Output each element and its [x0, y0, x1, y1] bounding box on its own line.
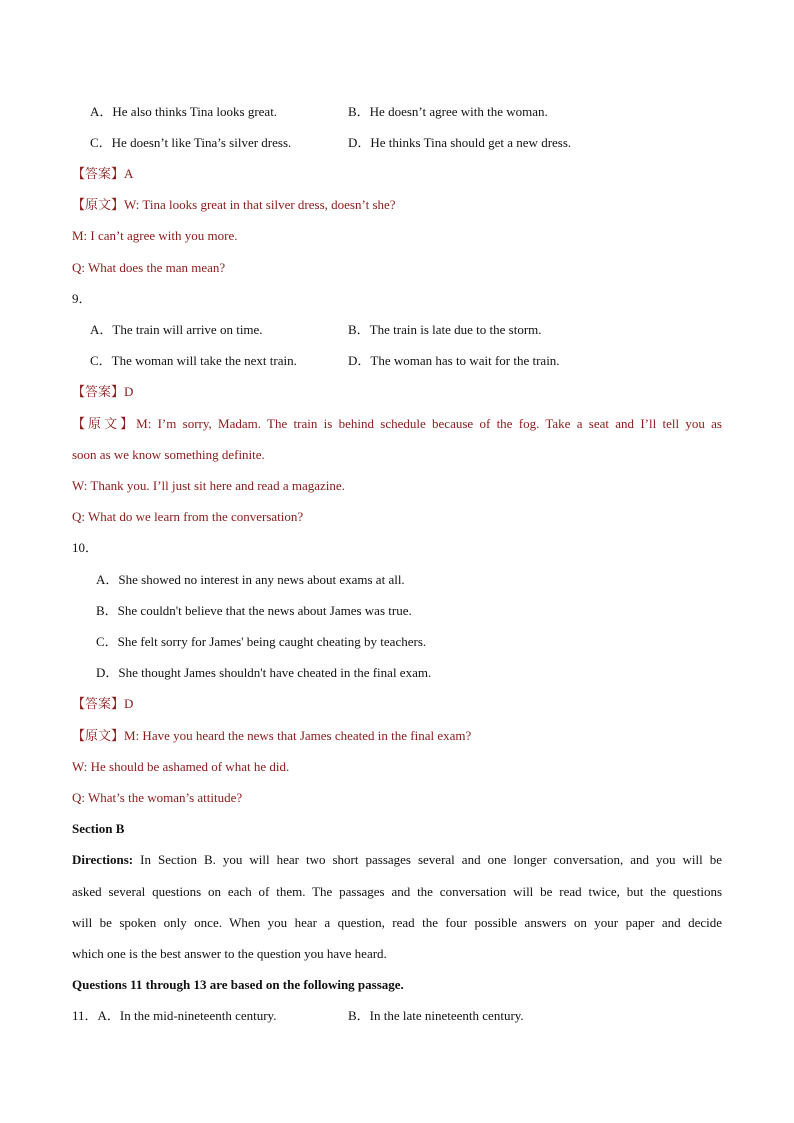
q8-transcript-line-3: Q: What does the man mean? [72, 260, 226, 275]
q8-option-c: C．He doesn’t like Tina’s silver dress. [90, 135, 292, 150]
section-heading: Section B [72, 821, 125, 836]
q8-option-b: B．He doesn’t agree with the woman. [348, 104, 548, 119]
q11-option-a [72, 1008, 276, 1024]
q9-answer [72, 384, 133, 400]
q9-option-d: D．The woman has to wait for the train. [348, 353, 560, 368]
q10-option-a: A．She showed no interest in any news about exams at all. [96, 572, 405, 587]
q10-number: 10． [72, 540, 99, 555]
directions-line-1 [72, 852, 722, 868]
q10-option-d: D．She thought James shouldn't have cheated in the final exam. [96, 665, 432, 680]
q10-transcript-line-2: W: He should be ashamed of what he did. [72, 759, 290, 774]
answer-tag: 【答案】 [72, 696, 125, 711]
directions-line-2: asked several questions on each of them. The passages and the conversation will be read twice, but the questions [72, 884, 722, 899]
q8-transcript-line-1 [72, 197, 396, 213]
q8-transcript-line-2: M: I can’t agree with you more. [72, 228, 238, 243]
q10-answer [72, 696, 133, 712]
answer-value: D [124, 696, 134, 711]
q8-option-a: A．He also thinks Tina looks great. [90, 104, 278, 119]
answer-tag: 【答案】 [72, 166, 125, 181]
q11-option-b: B．In the late nineteenth century. [348, 1008, 524, 1023]
q8-option-d: D．He thinks Tina should get a new dress. [348, 135, 572, 150]
directions-line-4: which one is the best answer to the question you have heard. [72, 946, 387, 961]
q9-transcript-line-4: Q: What do we learn from the conversation? [72, 509, 304, 524]
original-tag: 【原文】 [72, 416, 137, 431]
q9-number: 9． [72, 291, 92, 306]
transcript-text: W: Tina looks great in that silver dress, doesn’t she? [124, 197, 396, 212]
answer-value: A [124, 166, 134, 181]
q10-transcript-line-3: Q: What’s the woman’s attitude? [72, 790, 243, 805]
answer-tag: 【答案】 [72, 384, 125, 399]
original-tag: 【原文】 [72, 197, 125, 212]
q9-transcript-line-1 [72, 416, 722, 432]
q10-option-b: B．She couldn't believe that the news about James was true. [96, 603, 412, 618]
q11-option-a-text: A．In the mid-nineteenth century. [97, 1008, 277, 1023]
q9-option-b: B．The train is late due to the storm. [348, 322, 542, 337]
transcript-text: M: I’m sorry, Madam. The train is behind schedule because of the fog. Take a seat and I’ll tell you as [136, 416, 722, 431]
answer-value: D [124, 384, 134, 399]
original-tag: 【原文】 [72, 728, 125, 743]
directions-line-3: will be spoken only once. When you hear a question, read the four possible answers on your paper and decide [72, 915, 722, 930]
directions-text: In Section B. you will hear two short passages several and one longer conversation, and you will be [133, 852, 722, 867]
q11-number: 11． [72, 1008, 98, 1023]
q9-option-a: A．The train will arrive on time. [90, 322, 263, 337]
directions-label: Directions: [72, 852, 134, 867]
q9-option-c: C．The woman will take the next train. [90, 353, 297, 368]
q8-answer [72, 166, 133, 182]
q10-option-c: C．She felt sorry for James' being caught cheating by teachers. [96, 634, 427, 649]
q9-transcript-line-3: W: Thank you. I’ll just sit here and read a magazine. [72, 478, 345, 493]
q10-transcript-line-1 [72, 728, 471, 744]
passage-heading: Questions 11 through 13 are based on the following passage. [72, 977, 404, 992]
q9-transcript-line-2: soon as we know something definite. [72, 447, 265, 462]
transcript-text: M: Have you heard the news that James cheated in the final exam? [124, 728, 472, 743]
